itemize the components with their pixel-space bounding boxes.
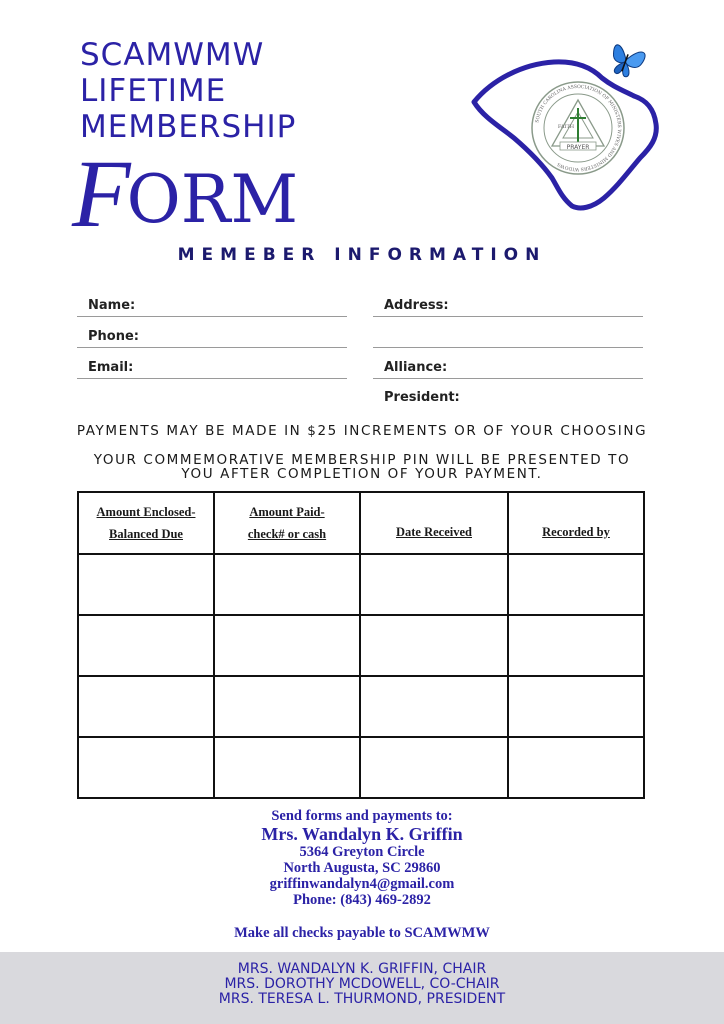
email-label: Email: [88,360,134,375]
table-cell[interactable] [360,554,508,615]
seal-icon [532,82,624,174]
alliance-field[interactable] [373,356,643,379]
butterfly-icon [606,43,646,81]
title-line-2: LIFETIME [80,73,227,109]
col-recorded-by-header [508,492,644,554]
checks-payable-note: Make all checks payable to SCAMWMW [234,925,490,941]
col-date-received-header [360,492,508,554]
payments-notice: PAYMENTS MAY BE MADE IN $25 INCREMENTS OR OF YOUR CHOOSING [76,423,648,439]
table-cell[interactable] [78,615,214,676]
form-title-initial: F [72,140,131,247]
col-amount-enclosed-line-1: Amount Enclosed- [96,505,196,519]
mailing-phone: Phone: (843) 469-2892 [293,892,431,908]
alliance-label: Alliance: [384,360,448,375]
name-label: Name: [88,298,136,313]
officer-chair: MRS. WANDALYN K. GRIFFIN, CHAIR [237,961,487,977]
pin-notice-line-2: YOU AFTER COMPLETION OF YOUR PAYMENT. [181,466,543,482]
member-info-heading: MEMEBER INFORMATION [177,245,547,265]
table-cell[interactable] [78,554,214,615]
table-header-row [78,492,644,554]
mailing-name: Mrs. Wandalyn K. Griffin [261,824,463,844]
table-row [78,676,644,737]
table-cell[interactable] [78,737,214,798]
president-field[interactable] [373,386,643,408]
pin-notice-line-1: YOUR COMMEMORATIVE MEMBERSHIP PIN WILL BE PRESENTED TO [93,452,631,468]
email-field[interactable] [77,356,347,379]
seal-small-text: FAITH [557,124,575,130]
payment-ledger-table [77,491,645,799]
table-cell[interactable] [508,737,644,798]
seal-center-text: PRAYER [566,144,590,151]
table-cell[interactable] [214,676,360,737]
officer-president: MRS. TERESA L. THURMOND, PRESIDENT [218,991,506,1007]
table-cell[interactable] [214,554,360,615]
title-line-1: SCAMWMW [80,37,265,73]
col-amount-enclosed-header [78,492,214,554]
table-row [78,615,644,676]
table-cell[interactable] [508,615,644,676]
seal-outer-text: SOUTH CAROLINA ASSOCIATION OF MINISTERS WIVES AND MINISTERS WIDOWS [535,84,622,172]
mailing-email-link[interactable]: griffinwandalyn4@gmail.com [269,876,455,892]
mailing-street: 5364 Greyton Circle [299,844,425,860]
mailing-city: North Augusta, SC 29860 [283,860,441,876]
col-amount-paid-header [214,492,360,554]
phone-label: Phone: [88,329,139,344]
table-cell[interactable] [360,737,508,798]
phone-field[interactable] [77,325,347,348]
col-recorded-by-label: Recorded by [542,525,610,539]
address-label: Address: [384,298,449,313]
address-field[interactable] [373,294,643,317]
table-cell[interactable] [508,554,644,615]
scamwmw-logo [462,38,672,218]
mailing-intro: Send forms and payments to: [271,808,453,824]
address-line-2-field[interactable] [373,325,643,348]
col-amount-paid-line-1: Amount Paid- [249,505,325,519]
table-cell[interactable] [78,676,214,737]
col-amount-paid-line-2: check# or cash [247,527,327,541]
table-cell[interactable] [508,676,644,737]
col-amount-enclosed-line-2: Balanced Due [109,527,183,541]
table-cell[interactable] [360,676,508,737]
president-label: President: [384,390,460,405]
col-date-received-label: Date Received [395,525,472,539]
form-title-rest: ORM [126,161,299,238]
table-cell[interactable] [360,615,508,676]
form-title [72,140,299,247]
name-field[interactable] [77,294,347,317]
table-row [78,554,644,615]
table-cell[interactable] [214,737,360,798]
table-row [78,737,644,798]
table-cell[interactable] [214,615,360,676]
officer-co-chair: MRS. DOROTHY MCDOWELL, CO-CHAIR [224,976,500,992]
title-line-3: MEMBERSHIP [80,109,297,145]
